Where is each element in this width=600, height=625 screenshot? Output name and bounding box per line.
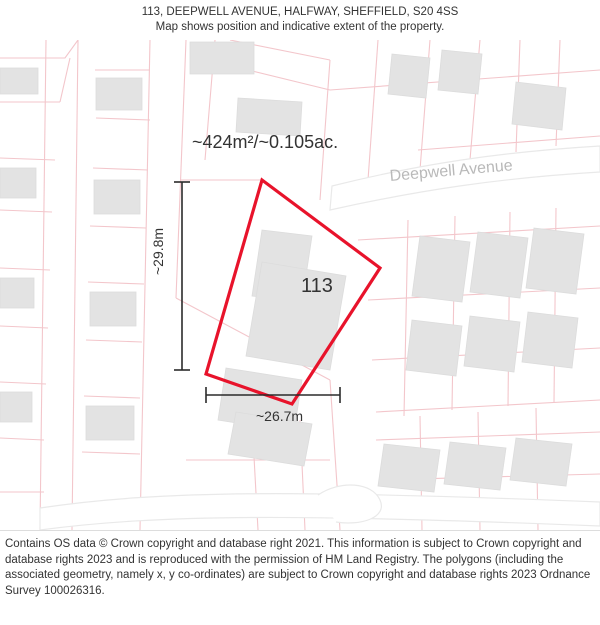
height-dimension-label: ~29.8m [150,227,166,275]
map-vector-layer [0,40,600,530]
width-dimension-label: ~26.7m [256,408,304,424]
page-title: 113, DEEPWELL AVENUE, HALFWAY, SHEFFIELD, S20 4SS [141,6,459,18]
map-footer [0,530,600,625]
street-name-label: Deepwell Avenue [389,157,514,185]
map-canvas[interactable] [0,40,600,530]
house-number-label: 113 [301,275,333,297]
plot-area-label: ~424m²/~0.105ac. [192,132,339,152]
page-subtitle: Map shows position and indicative extent of the property. [155,21,445,33]
copyright-text: Contains OS data © Crown copyright and database right 2021. This information is subject to Crown copyright and database rights 2023 and is reproduced with the permission of HM Land Registry. The polygons (including the associated geometry, namely x, y co-ordinates) are subject to Crown copyright and database rights 2023 Ordnance Survey 100026316. [5,538,591,597]
map-header [0,0,600,40]
